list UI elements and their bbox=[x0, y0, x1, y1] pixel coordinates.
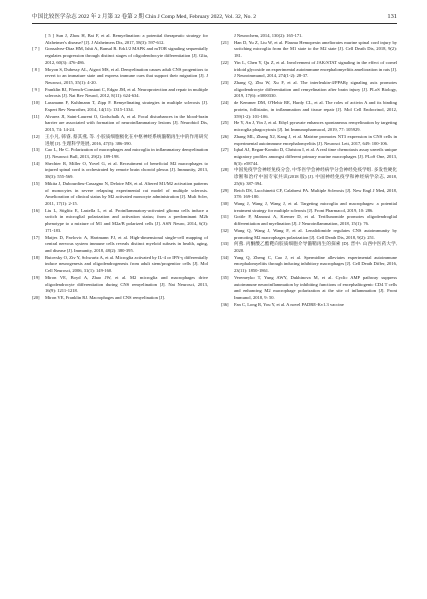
reference-number: [31] bbox=[221, 214, 229, 220]
reference-number: [10] bbox=[32, 100, 40, 106]
reference-number: [24] bbox=[221, 100, 229, 106]
reference-number bbox=[221, 33, 234, 40]
reference-number: [28] bbox=[221, 167, 229, 173]
reference-text: J Neurochem, 2014, 130(2): 165-171. bbox=[234, 33, 303, 38]
reference-item bbox=[32, 208, 208, 235]
reference-number: [20] bbox=[32, 295, 40, 301]
reference-text: Zhang ML, Zhang XJ, Kang J, et al. Matrine promotes NT3 expression in CNS cells in experimental autoimmune encephalomyelitis [J]. Neurosci Lett, 2017, 649: 100-106. bbox=[234, 133, 397, 146]
reference-text: Mikita J, Dubourdieu-Cassagno N, Deloire MS, et al. Altered M1/M2 activation patterns of monocytes in severe relapsing experimental rat model of multiple sclerosis. Amelioration of clinical status by M2 activated monocyte administration [J]. Mult Scler, 2011, 17(1): 2-15. bbox=[45, 180, 208, 206]
journal-citation: 中国比较医学杂志 2022 年 2 月第 32 卷第 2 期 Chin J Comp Med, February 2022, Vol. 32, No. 2 bbox=[32, 14, 257, 20]
reference-text: de Kemmer DM, O'Hehir RE, Hardy CL, et al. The roles of activin A and its binding protein, follistatin, in inflammation and tissue repair [J]. Mol Cell Endocrinol, 2012, 359(1-2): 101-106. bbox=[234, 100, 397, 119]
reference-item bbox=[32, 46, 208, 66]
reference-text: Liu L, Stiglitz E, Lastella L, et al. Proinflammatory-activated glioma cells induce a switch in microglial polarization and activation status; from a predominant M2b phenotype to a mixture of M1 and M2a/B polarized cells [J]. ASN Neuro, 2014, 6(3): 171-183. bbox=[45, 207, 208, 233]
reference-text: Yin L, Chen Y, Qu Z, et al. Involvement of JAK/STAT signaling in the effect of cornel iridoid glycoside on experimental autoimmune encephalomyelitis amelioration in rats [J]. J Neuroimmunol, 2014, 274(1-2): 28-37. bbox=[234, 59, 397, 79]
reference-item bbox=[32, 235, 208, 255]
reference-text: Moyon S, Dubessy AL, Aigrot MS, et al. Demyelination causes adult CNS progenitors to revert to an immature state and express immune cues that support their migration [J]. J Neurosci, 2015, 35(1): 4-20. bbox=[45, 66, 208, 86]
reference-item bbox=[221, 255, 397, 275]
reference-item bbox=[221, 201, 397, 214]
reference-number: [ 8 ] bbox=[32, 66, 40, 72]
reference-text: Cao L, He C. Polarization of macrophages and microglia in inflammatory demyelination [J]. Neurosci Bull, 2013, 29(2): 189-198. bbox=[45, 147, 208, 159]
reference-text: Reich DS, Lucchinetti CF, Calabresi PA. Multiple Sclerosis [J]. New Engl J Med, 2018, 378: 169-180. bbox=[234, 187, 397, 200]
reference-item bbox=[221, 241, 397, 254]
reference-text: Iqbal AJ, Regan-Komito D, Christou I, et al. A real time chemotaxis assay unveils unique migratory profiles amongst different primary murine macrophages [J]. PLoS One, 2013, 8(3): e58744. bbox=[234, 147, 397, 166]
reference-item bbox=[221, 167, 397, 187]
page-number: 131 bbox=[387, 13, 397, 20]
reference-item bbox=[221, 100, 397, 120]
reference-number: [13] bbox=[32, 147, 40, 153]
reference-text: 中国免疫学会神经免疫分会, 中华医学会神经病学分会神经免疫学组. 多发性硬化诊断和治疗中国专家共识(2018 版) [J]. 中国神经免疫学和神经病学杂志, 2018, 25(6): 387-394. bbox=[234, 167, 397, 186]
reference-item bbox=[32, 161, 208, 181]
reference-item bbox=[32, 147, 208, 160]
references-columns bbox=[32, 33, 397, 308]
reference-text: 王小凡, 韩睿, 蔡其燕, 等. 小胶质细胞极化在中枢神经系统髓鞘再生中的作用研究进展 [J]. 生理科学进展, 2016, 47(5): 386-390. bbox=[45, 133, 208, 146]
reference-item bbox=[32, 134, 208, 147]
reference-number: [26] bbox=[221, 133, 229, 139]
reference-item bbox=[221, 214, 397, 227]
reference-item bbox=[221, 33, 397, 40]
reference-item bbox=[32, 275, 208, 295]
reference-number: [36] bbox=[221, 301, 229, 307]
reference-number: [34] bbox=[221, 254, 229, 260]
reference-text: Lassmann F, Kuhlmann T, Zipp F. Remyelinating strategies in multiple sclerosis [J]. Expert Rev Neurother, 2014, 14(11): 1315-1334. bbox=[45, 100, 208, 112]
reference-number: [12] bbox=[32, 133, 40, 139]
reference-text: Zhang Q, Zhu W, Xu F, et al. The interleukin-4/PPARγ signaling axis promotes oligodendrocyte differentiation and remyelination after brain injury [J]. PLoS Biology, 2019, 17(6): e3000330. bbox=[234, 80, 397, 99]
reference-number: [35] bbox=[221, 274, 229, 280]
reference-text: Han D, Yu Z, Liu W, et al. Plasma Hemopexin ameliorates murine spinal cord injury by switching microglia from the M1 state to the M2 state [J]. Cell Death Dis, 2018, 9(2): 181. bbox=[234, 39, 397, 59]
reference-number: [15] bbox=[32, 180, 40, 186]
reference-item bbox=[32, 114, 208, 134]
reference-text: Yang Q, Zheng C, Cao J, et al. Spermidine alleviates experimental autoimmune encephalomyelitis through inducing inhibitory macrophages [J]. Cell Death Differ, 2016, 23(11): 1850-1861. bbox=[234, 254, 397, 274]
reference-item bbox=[221, 275, 397, 302]
reference-number: [33] bbox=[221, 241, 229, 247]
reference-number: [17] bbox=[32, 234, 40, 240]
reference-text: Gottle P, Manousi A, Kremer D, et al. Teriflunomide promotes oligodendroglial differentiation and myelination [J]. J Neuroinflammation, 2018, 15(1): 76. bbox=[234, 214, 397, 227]
reference-text: Fan C, Long R, You Y, et al. A novel PADRE-Kv1.3 vaccine bbox=[234, 301, 344, 307]
reference-number: [16] bbox=[32, 207, 40, 213]
reference-text: Shechter R, Miller O, Yovel G, et al. Recruitment of beneficial M2 macrophages to injured spinal cord is orchestrated by remote brain choroid plexus [J]. Immunity, 2013, 38(3): 555-569. bbox=[45, 160, 208, 180]
reference-text: Franklin RJ, Ffrench-Constant C, Edgar JM, et al. Neuroprotection and repair in multiple sclerosis [J]. Nat Rev Neurol, 2012, 8(11): 624-634. bbox=[45, 86, 208, 99]
reference-number: [29] bbox=[221, 187, 229, 193]
reference-number: [21] bbox=[221, 39, 229, 45]
reference-text: Veremeyko T, Yung AWY, Dukhinova M, et al. Cyclic AMP pathway suppress autoimmune neuroinflammation by inhibiting functions of encephalitogenic CD4 T cells and enhancing M2 macrophage polarization at the site of inflammation [J]. Front Immunol, 2018, 9: 50. bbox=[234, 274, 397, 301]
reference-number: [18] bbox=[32, 254, 40, 260]
reference-number: [27] bbox=[221, 147, 229, 153]
reference-number: [19] bbox=[32, 274, 40, 280]
reference-number bbox=[32, 33, 45, 46]
reference-text: [ 5 ] Sun J, Zhou H, Bai F, et al. Remyelination: a potential therapeutic strategy for Alzheimer's disease? [J]. J Alzheimers Dis, 2017, 58(3): 597-612. bbox=[45, 33, 208, 45]
reference-text: Alvarez JI, Saint-Laurent O, Godschalk A, et al. Focal disturbances in the blood-brain barrier are associated with formation of neuroinflammatory lesions [J]. Neurobiol Dis, 2015, 74: 14-24. bbox=[45, 113, 208, 133]
reference-item bbox=[221, 188, 397, 201]
reference-item bbox=[221, 120, 397, 133]
reference-number: [25] bbox=[221, 120, 229, 126]
reference-number: [30] bbox=[221, 200, 229, 206]
reference-text: He Y, An J, Yin J, et al. Ethyl pyruvate enhances spontaneous remyelination by targeting microglia phagocytosis [J]. Int Immunopharmacol, 2019, 77: 105929. bbox=[234, 120, 397, 133]
reference-number: [32] bbox=[221, 227, 229, 233]
reference-item bbox=[221, 302, 397, 309]
reference-item bbox=[221, 147, 397, 167]
reference-item bbox=[221, 80, 397, 100]
reference-text: Wang J, Wang J, Wang J, et al. Targeting microglia and macrophages: a potential treatment strategy for multiple sclerosis [J]. Front Pharmacol, 2019, 10: 286. bbox=[234, 200, 397, 213]
reference-text: Matjes D, Pavlovic A, Hartmann FJ, et al. High-dimensional single-cell mapping of central nervous system immune cells reveals distinct myeloid subsets in health, aging, and disease [J]. Immunity, 2018, 48(2): 380-395. bbox=[45, 234, 208, 253]
reference-item bbox=[32, 255, 208, 275]
reference-item bbox=[32, 100, 208, 113]
reference-number: [14] bbox=[32, 160, 40, 166]
reference-number: [11] bbox=[32, 113, 40, 119]
reference-item bbox=[221, 228, 397, 241]
reference-item bbox=[32, 87, 208, 100]
references-right-column bbox=[221, 33, 397, 308]
reference-item bbox=[32, 33, 208, 46]
reference-item bbox=[32, 181, 208, 208]
reference-item bbox=[32, 295, 208, 302]
reference-text: Wang Q, Wang J, Wang F, et al. Lenalidomide regulates CNS autoimmunity by promoting M2 macrophages polarization [J]. Cell Death Dis, 2018, 9(2): 251. bbox=[234, 227, 397, 240]
reference-item bbox=[32, 67, 208, 87]
reference-text: 何燕. 丙酮酸乙酯靶向胶质细胞介导髓鞘再生的探索 [D]. 晋中: 山西中医药大学, 2020. bbox=[234, 241, 397, 253]
reference-text: Miron VE, Boyd A, Zhao JW, et al. M2 microglia and macrophages drive oligodendrocyte differentiation during CNS remyelination [J]. Nat Neurosci, 2013, 16(9): 1211-1218. bbox=[45, 274, 208, 294]
running-header bbox=[32, 13, 397, 24]
reference-number: [23] bbox=[221, 80, 229, 86]
reference-number: [22] bbox=[221, 59, 229, 65]
reference-item bbox=[221, 60, 397, 80]
references-left-column bbox=[32, 33, 208, 308]
reference-number: [ 9 ] bbox=[32, 86, 40, 92]
reference-item bbox=[221, 40, 397, 60]
reference-number: [ 7 ] bbox=[32, 46, 40, 52]
reference-item bbox=[221, 134, 397, 147]
reference-text: Butovsky O, Ziv Y, Schwartz A, et al. Microglia activated by IL-4 or IFN-γ differentially induce neurogenesis and oligodendrogenesis from adult stem/progenitor cells [J]. Mol Cell Neurosci, 2006, 31(1): 149-160. bbox=[45, 254, 208, 274]
reference-text: Miron VE, Franklin RJ. Macrophages and CNS remyelination [J]. bbox=[45, 295, 166, 301]
reference-text: Gonsalvez-Diaz HM, Ishii A, Bansal R. Erk1/2 MAPK and mTOR signaling sequentially regulates progression through distinct stages of oligodendrocyte differentiation [J]. Glia, 2012, 60(3): 476-486. bbox=[45, 46, 208, 65]
